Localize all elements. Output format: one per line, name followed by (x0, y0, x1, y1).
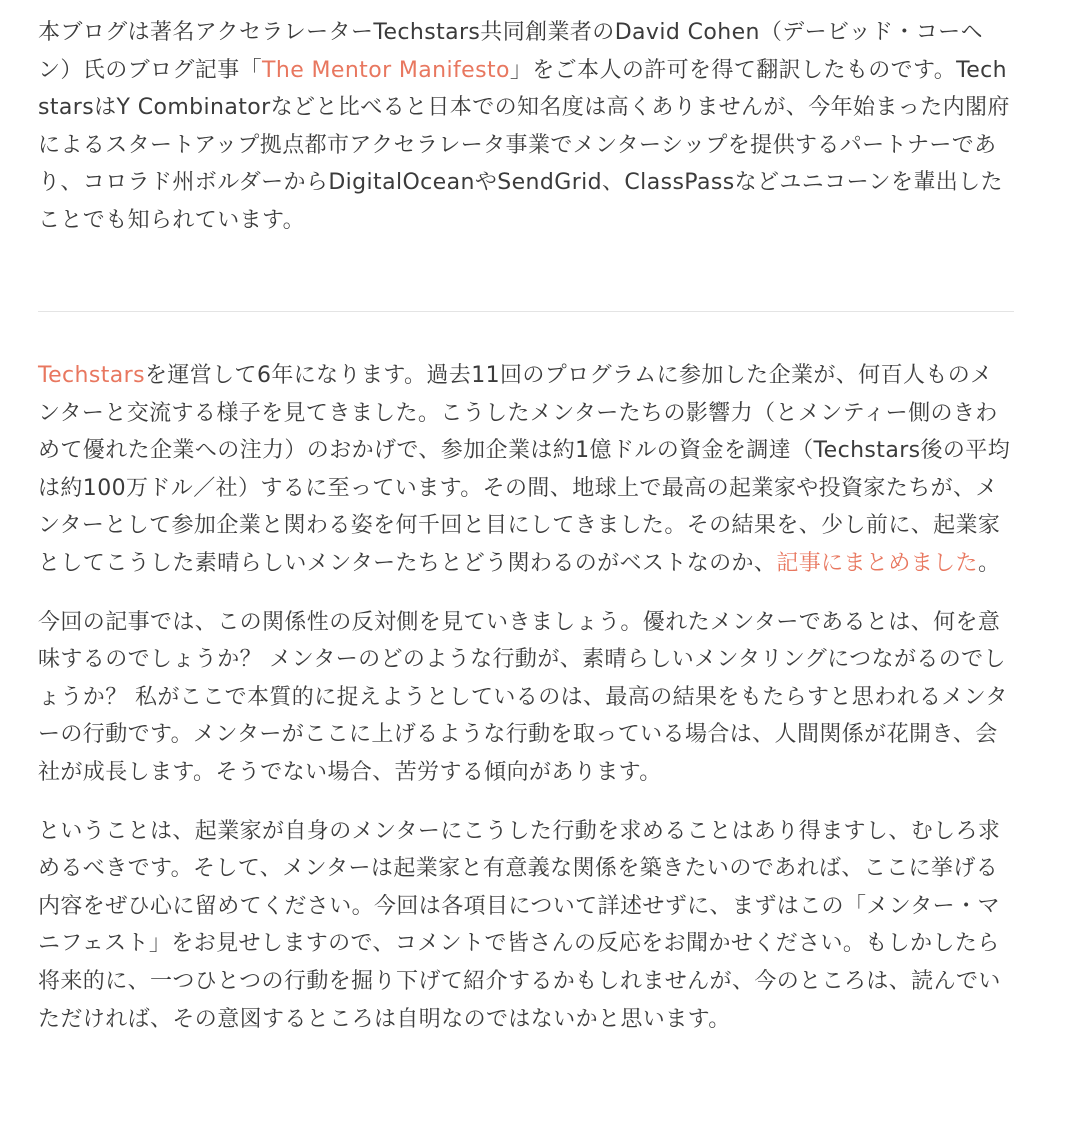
intro-text-start: 本ブログは著名アクセラレーターTechstars共同創業者のDavid Cohen（デービッド・コーヘン）氏のブログ記事「 (38, 20, 983, 83)
intro-text-end: 」をご本人の許可を得て翻訳したものです。TechstarsはY Combinatorなどと比べると日本での知名度は高くありませんが、今年始まった内閣府によるスタートアップ拠点都市アクセラレータ事業でメンターシップを提供するパートナーであり、コロラド州ボルダーからDigitalOceanやSendGrid、ClassPassなどユニコーンを輩出したことでも知られています。 (38, 57, 1010, 233)
article-body (38, 14, 1014, 1038)
paragraph-techstars-end: 。 (977, 550, 1001, 576)
previous-article-link[interactable]: 記事にまとめました (776, 550, 978, 576)
section-divider (38, 311, 1014, 312)
translator-intro (38, 14, 1014, 240)
techstars-link[interactable]: Techstars (38, 363, 145, 388)
mentor-manifesto-link[interactable]: The Mentor Manifesto (262, 57, 510, 83)
paragraph-mentor-behavior: 今回の記事では、この関係性の反対側を見ていきましょう。優れたメンターであるとは、何を意味するのでしょうか？ メンターのどのような行動が、素晴らしいメンタリングにつながるのでしょうか？ 私がここで本質的に捉えようとしているのは、最高の結果をもたらすと思われるメンターの行動です。メンターがここに上げるような行動を取っている場合は、人間関係が花開き、会社が成長します。そうでない場合、苦労する傾向があります。 (38, 609, 1008, 785)
paragraph-techstars (38, 357, 1014, 583)
paragraph-techstars-text: を運営して6年になります。過去11回のプログラムに参加した企業が、何百人ものメンターと交流する様子を見てきました。こうしたメンターたちの影響力（とメンティー側のきわめて優れた企業への注力）のおかげで、参加企業は約1億ドルの資金を調達（Techstars後の平均は約100万ドル／社）するに至っています。その間、地球上で最高の起業家や投資家たちが、メンターとして参加企業と関わる姿を何千回と目にしてきました。その結果を、少し前に、起業家としてこうした素晴らしいメンターたちとどう関わるのがベストなのか、 (38, 363, 1011, 576)
paragraph-mentor-manifesto-intro: ということは、起業家が自身のメンターにこうした行動を求めることはあり得ますし、むしろ求めるべきです。そして、メンターは起業家と有意義な関係を築きたいのであれば、ここに挙げる内容をぜひ心に留めてください。今回は各項目について詳述せずに、まずはこの「メンター・マニフェスト」をお見せしますので、コメントで皆さんの反応をお聞かせください。もしかしたら将来的に、一つひとつの行動を掘り下げて紹介するかもしれませんが、今のところは、読んでいただければ、その意図するところは自明なのではないかと思います。 (38, 818, 1001, 1032)
